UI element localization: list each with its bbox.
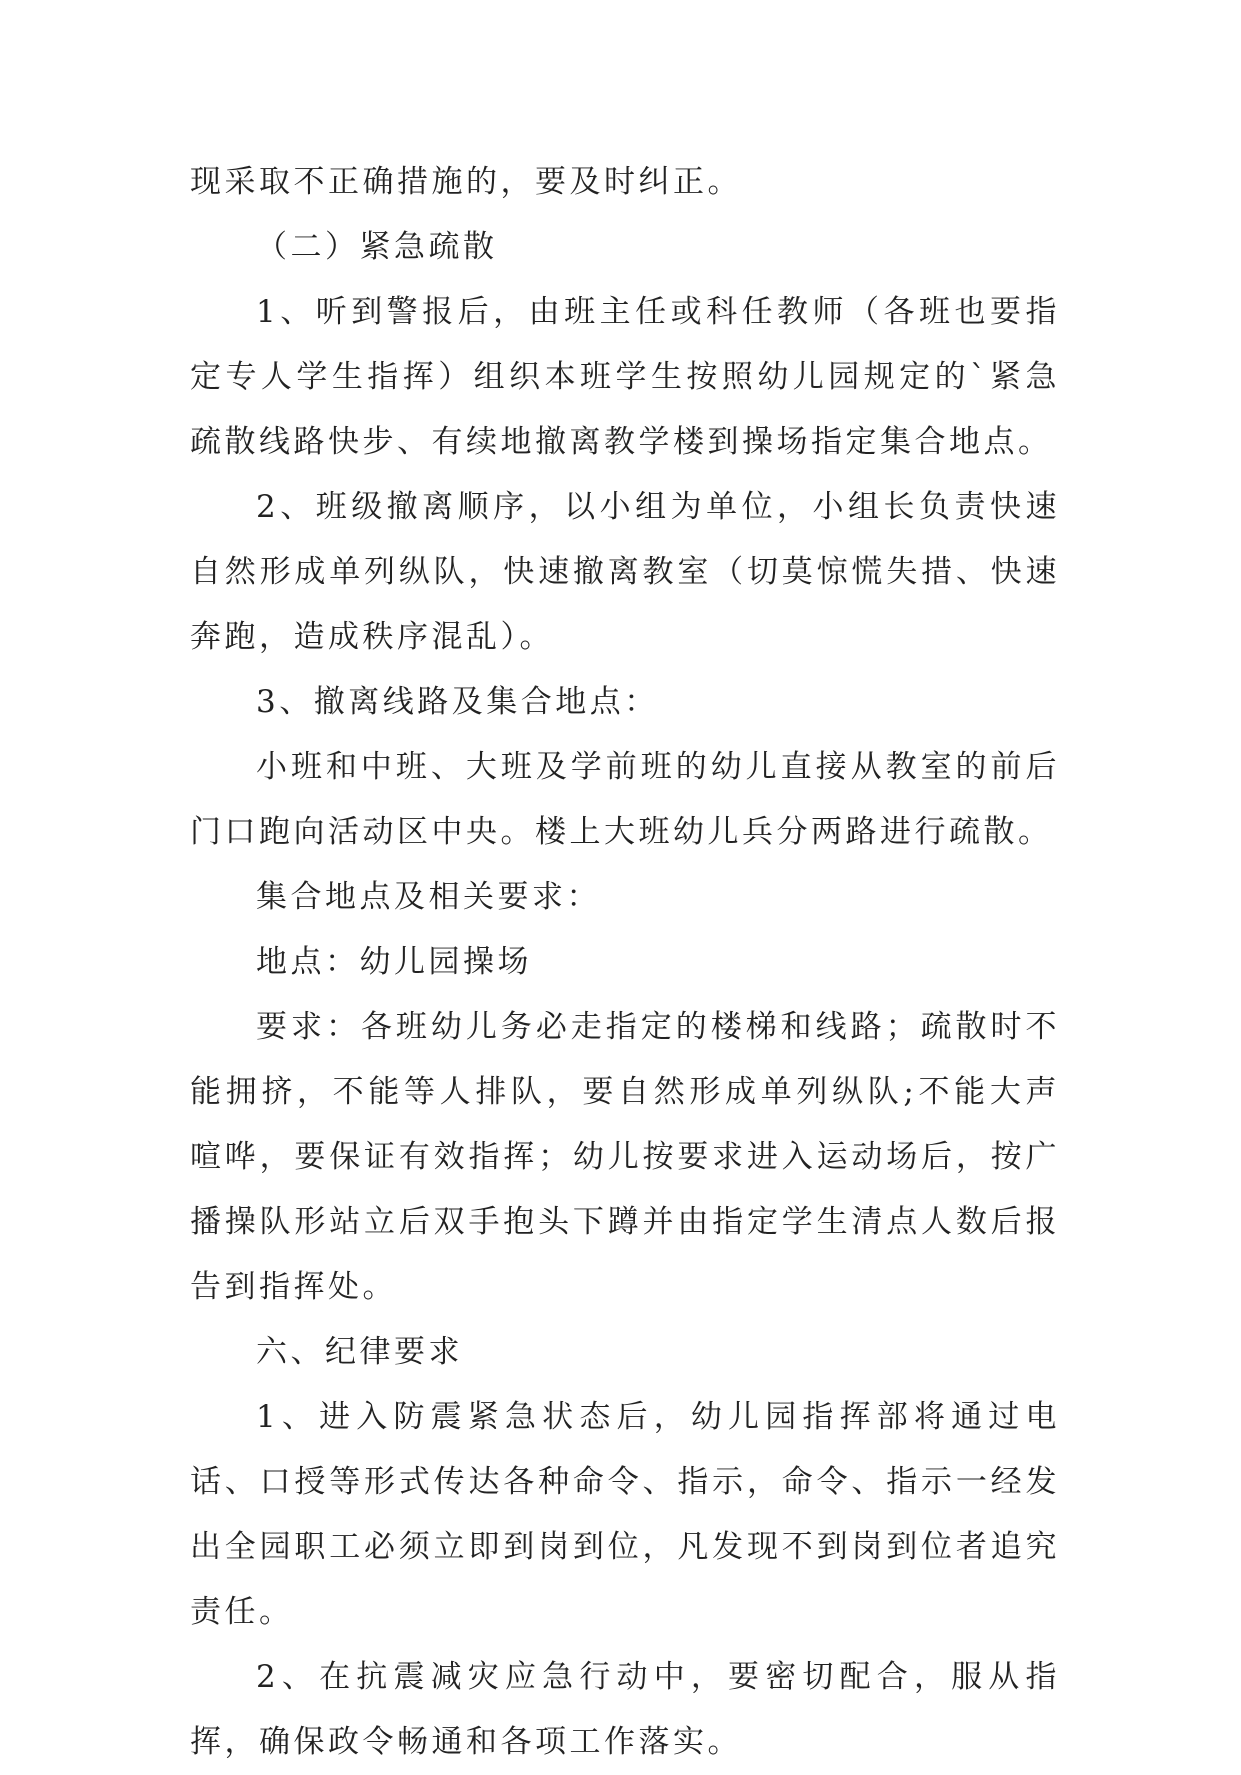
paragraph-route-detail: 小班和中班、大班及学前班的幼儿直接从教室的前后门口跑向活动区中央。楼上大班幼儿兵分两路进行疏散。 <box>190 749 1060 850</box>
paragraph-requirements: 要求：各班幼儿务必走指定的楼梯和线路；疏散时不能拥挤，不能等人排队，要自然形成单列纵队;不能大声喧哗，要保证有效指挥；幼儿按要求进入运动场后，按广播操队形站立后双手抱头下蹲并由指定学生清点人数后报告到指挥处。 <box>190 1009 1060 1305</box>
paragraph-discipline-2: 2、在抗震减灾应急行动中，要密切配合，服从指挥，确保政令畅通和各项工作落实。 <box>190 1659 1060 1760</box>
paragraph-item-2-order: 2、班级撤离顺序，以小组为单位，小组长负责快速自然形成单列纵队，快速撤离教室（切莫惊慌失措、快速奔跑，造成秩序混乱）。 <box>190 489 1060 655</box>
paragraph-item-3-route: 3、撤离线路及集合地点： <box>256 684 659 720</box>
section-heading-discipline: 六、纪律要求 <box>256 1334 463 1370</box>
paragraph-continuation: 现采取不正确措施的，要及时纠正。 <box>190 164 742 200</box>
document-page <box>190 150 1060 1775</box>
paragraph-assembly-heading: 集合地点及相关要求： <box>256 879 601 915</box>
section-heading-emergency-evacuation: （二）紧急疏散 <box>256 229 498 265</box>
paragraph-discipline-1: 1、进入防震紧急状态后，幼儿园指挥部将通过电话、口授等形式传达各种命令、指示，命令、指示一经发出全园职工必须立即到岗到位，凡发现不到岗到位者追究责任。 <box>190 1399 1060 1630</box>
paragraph-item-1-alarm: 1、听到警报后，由班主任或科任教师（各班也要指定专人学生指挥）组织本班学生按照幼儿园规定的`紧急疏散线路快步、有续地撤离教学楼到操场指定集合地点。 <box>190 294 1060 460</box>
paragraph-location: 地点：幼儿园操场 <box>256 944 532 980</box>
